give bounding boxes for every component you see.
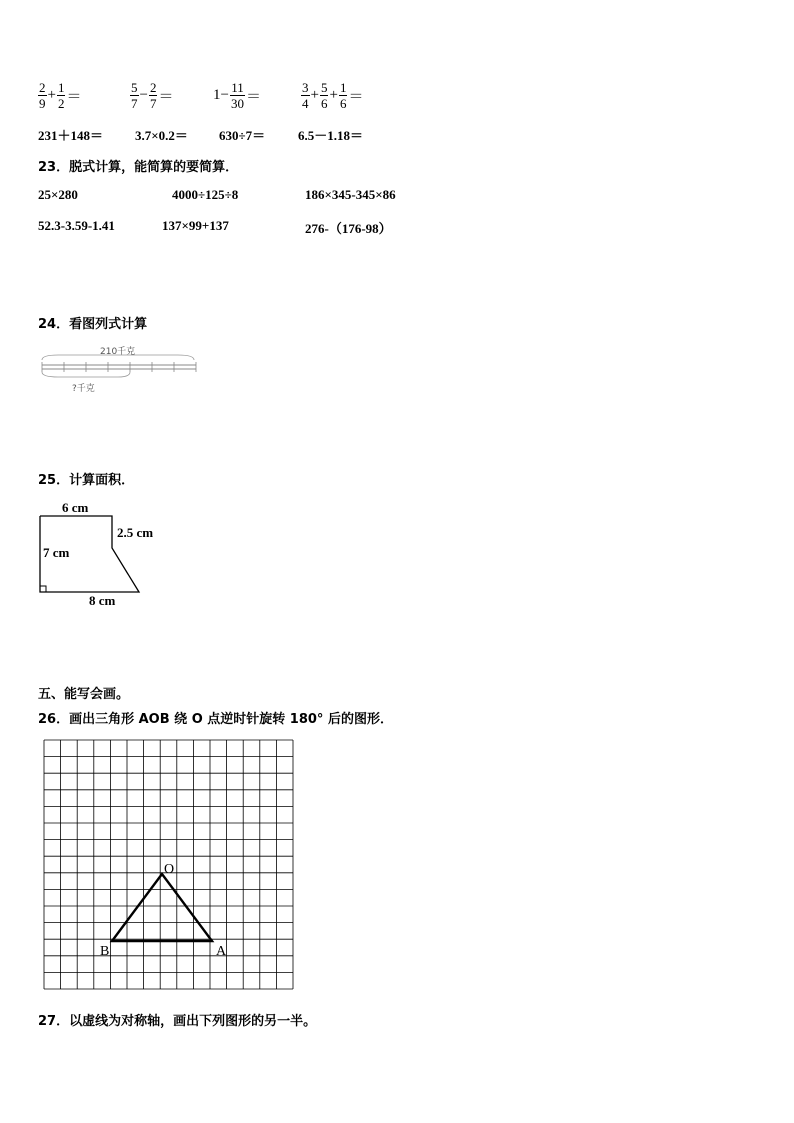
bottom-brace <box>42 372 130 377</box>
fraction-expression-4 <box>301 80 364 111</box>
top-label: 210千克 <box>100 347 136 357</box>
dim-bottom: 8 cm <box>89 593 116 608</box>
calc-item: 630÷7＝ <box>219 128 266 143</box>
calc-item: 25×280 <box>38 187 78 202</box>
calc-item: 231＋148＝ <box>38 128 104 143</box>
fraction-expression-3 <box>212 80 262 111</box>
operator: + <box>329 87 338 103</box>
numerator: 1 <box>339 80 347 95</box>
denominator: 7 <box>149 96 157 111</box>
section-5-title: 五、能写会画。 <box>38 687 130 702</box>
label-o: O <box>164 862 175 877</box>
lead-term: 1− <box>213 87 229 103</box>
operator: + <box>310 87 319 103</box>
calc-item: 52.3-3.59-1.41 <box>38 218 115 233</box>
dim-right: 2.5 cm <box>117 525 154 540</box>
figure-outline <box>40 516 139 592</box>
calc-item: 4000÷125÷8 <box>172 187 239 202</box>
question-23-title: 23．脱式计算，能简算的要简算． <box>38 160 239 175</box>
calc-item: 137×99+137 <box>162 218 229 233</box>
calc-item: 276-（176-98） <box>305 221 392 236</box>
calc-item: 3.7×0.2＝ <box>135 128 188 143</box>
tick-marks <box>42 362 196 372</box>
bottom-label: ?千克 <box>72 384 95 394</box>
fraction-expression-2 <box>130 80 174 111</box>
numerator: 3 <box>302 80 309 95</box>
equals: ＝ <box>348 89 364 105</box>
question-24-title: 24．看图列式计算 <box>38 317 148 332</box>
numerator: 11 <box>231 80 244 95</box>
numerator: 1 <box>57 80 65 95</box>
right-angle-mark <box>40 586 46 592</box>
denominator: 4 <box>302 96 309 111</box>
dim-left: 7 cm <box>43 545 70 560</box>
fraction-expression-1 <box>38 80 82 111</box>
label-a: A <box>216 944 227 959</box>
denominator: 2 <box>57 96 65 111</box>
denominator: 9 <box>39 96 46 111</box>
numerator: 2 <box>149 80 157 95</box>
equals: ＝ <box>66 89 82 105</box>
numerator: 5 <box>131 80 138 95</box>
numerator: 2 <box>39 80 46 95</box>
numerator: 5 <box>320 80 328 95</box>
dim-top: 6 cm <box>62 500 89 515</box>
denominator: 30 <box>230 96 244 111</box>
top-brace <box>42 355 194 360</box>
equals: ＝ <box>245 89 261 105</box>
denominator: 6 <box>339 96 347 111</box>
calc-item: 186×345-345×86 <box>305 187 396 202</box>
operator: + <box>47 87 56 103</box>
question-26-title: 26．画出三角形 AOB 绕 O 点逆时针旋转 180° 后的图形． <box>38 712 393 727</box>
equals: ＝ <box>158 89 174 105</box>
calc-item: 6.5－1.18＝ <box>298 128 364 143</box>
denominator: 7 <box>131 96 138 111</box>
question-27-title: 27．以虚线为对称轴，画出下列图形的另一半。 <box>38 1014 317 1029</box>
line-segment-diagram <box>38 352 200 380</box>
denominator: 6 <box>320 96 328 111</box>
label-b: B <box>100 944 110 959</box>
area-figure <box>36 512 146 596</box>
operator: − <box>139 87 148 103</box>
question-25-title: 25．计算面积． <box>38 473 135 488</box>
